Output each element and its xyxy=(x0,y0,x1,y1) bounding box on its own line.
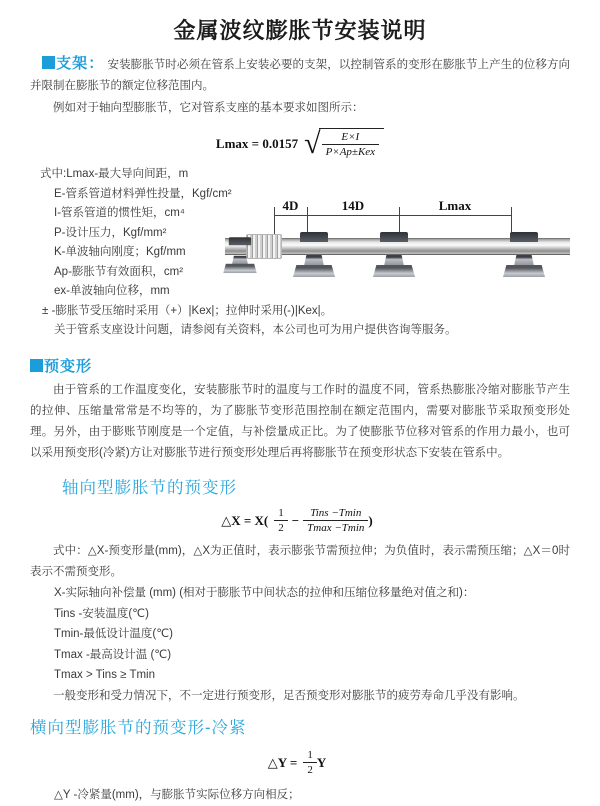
fraction-denominator: 2 xyxy=(278,522,284,534)
fraction-denominator: P×Ap±Kex xyxy=(325,146,376,158)
lateral-note: △Y -冷紧量(mm)，与膨胀节实际位移方向相反； xyxy=(54,789,300,801)
definition-line: I-管系管道的惯性矩，cm⁴ xyxy=(54,207,185,219)
formula-delta-x xyxy=(30,506,570,535)
definition-line: P-设计压力，Kgf/mm² xyxy=(54,226,167,239)
support-base xyxy=(293,265,335,277)
support-base xyxy=(503,265,545,277)
definition-line: ex-单波轴向位移，mm xyxy=(54,285,170,297)
minus-operator: − xyxy=(291,512,300,528)
axial-note: X-实际轴向补偿量 (mm) (相对于膨胀节中间状态的拉伸和压缩位移量绝对值之和)： xyxy=(54,587,475,599)
dim-label-14d: 14D xyxy=(341,198,365,213)
radical-body xyxy=(319,128,385,159)
axial-explain-text: 式中：△X-预变形量(mm)，△X为正值时，表示膨张节需预拉伸；为负值时，表示需预压缩；△X＝0时表示不需预变形。 xyxy=(30,545,570,578)
fraction-denominator: 2 xyxy=(307,764,313,776)
axial-note: Tmin-最低设计温度(℃) xyxy=(54,628,173,640)
dimension-line xyxy=(274,215,512,216)
formula-dx-prefix: △X = X( xyxy=(221,512,269,528)
formula-dy-suffix: Y xyxy=(316,754,327,770)
fraction-numerator: 1 xyxy=(303,748,317,763)
support-section-heading: 支架： xyxy=(56,55,105,72)
support-example-text: 例如对于轴向型膨胀节，它对管系支座的基本要求如图所示： xyxy=(53,102,364,114)
pipe-clamp xyxy=(300,232,328,242)
formula-dx-suffix: ) xyxy=(368,512,373,528)
formula-delta-y xyxy=(30,748,570,777)
definition-line: 式中:Lmax-最大导向间距，m xyxy=(40,168,189,180)
lateral-subheading: 横向型膨胀节的预变形-冷紧 xyxy=(30,719,247,737)
dim-label-lmax: Lmax xyxy=(438,198,472,213)
support-pedestal xyxy=(232,256,248,265)
fraction-numerator: 1 xyxy=(274,506,288,521)
definition-line: E-管系管道材料弹性投量，Kgf/cm² xyxy=(54,187,232,200)
definition-line: Ap-膨胀节有效面积，cm² xyxy=(54,265,184,278)
definition-line: ± -膨胀节受压缩时采用（+）|Kex|；拉伸时采用(-)|Kex|。 xyxy=(42,304,333,317)
support-pedestal xyxy=(384,255,404,266)
fraction-one-half xyxy=(274,506,288,535)
axial-note: Tins -安装温度(℃) xyxy=(54,607,149,620)
definition-line: K-单波轴向刚度；Kgf/mm xyxy=(54,246,186,258)
section-marker-icon xyxy=(42,56,55,69)
formula-dy-prefix: △Y = xyxy=(267,754,298,770)
pipe-support xyxy=(372,229,416,287)
fraction-temperature xyxy=(303,506,368,535)
predeform-section-heading xyxy=(30,355,570,376)
pipe-support xyxy=(502,229,546,287)
pipe-support-diagram xyxy=(225,198,570,302)
fraction-numerator: E×I xyxy=(322,130,380,145)
predeform-body-text: 由于管系的工作温度变化，安装膨胀节时的温度与工作时的温度不同，管系热膨胀冷缩对膨胀节产生的拉伸、压缩量常常是不均等的，为了膨胀节变形范围控制在额定范围内，需要对膨胀节采取预变形处理。另外，由于膨账节刚度是一个定值，与补偿量成正比。为了使膨胀节位移对管系的作用力最小，也可以采用预变形(冷紧)方让对膨胀节进行预变形处理后再将膨胀节在预变形状态下安装在管系中。 xyxy=(30,384,570,459)
definition-line: 关于管系支座设计问题，请参阅有关资料，本公司也可为用户提供咨询等服务。 xyxy=(54,324,457,336)
support-base xyxy=(373,265,415,277)
radical-expression xyxy=(304,128,384,159)
axial-subheading: 轴向型膨胀节的预变形 xyxy=(62,479,237,497)
support-base xyxy=(223,264,257,274)
support-intro-paragraph xyxy=(30,53,570,97)
pipe-clamp xyxy=(229,237,251,245)
fraction xyxy=(322,130,380,159)
support-intro-text: 安装膨胀节时必须在管系上安装必要的支架，以控制管系的变形在膨胀节上产生的位移方向并限制在膨胀节的额定位移范围内。 xyxy=(30,59,570,92)
support-pedestal xyxy=(514,255,534,266)
dim-label-4d: 4D xyxy=(282,198,299,213)
axial-note: Tmax > Tins ≥ Tmin xyxy=(54,669,155,681)
pipe-clamp xyxy=(510,232,538,242)
pipe-anchor-support xyxy=(222,235,257,281)
pipe-clamp xyxy=(380,232,408,242)
fraction-denominator: Tmax −Tmin xyxy=(307,522,365,534)
radical-sign-icon: √ xyxy=(304,126,321,160)
pipe-support xyxy=(292,229,336,287)
predeform-heading-text: 预变形 xyxy=(44,358,93,375)
fraction-numerator: Tins −Tmin xyxy=(303,506,368,521)
axial-note: Tmax -最高设计温 (℃) xyxy=(54,648,172,661)
axial-general-note: 一般变形和受力情况下，不一定进行预变形，足否预变形对膨胀节的疲劳寿命几乎没有影响。 xyxy=(53,689,525,702)
definitions-and-diagram xyxy=(30,165,570,343)
formula-lmax-prefix: Lmax = 0.0157 xyxy=(215,135,299,151)
formula-lmax xyxy=(30,128,570,159)
support-pedestal xyxy=(304,255,324,266)
page-title: 金属波纹膨胀节安装说明 xyxy=(173,18,427,43)
fraction-one-half xyxy=(303,748,317,777)
section-marker-icon xyxy=(30,359,43,372)
